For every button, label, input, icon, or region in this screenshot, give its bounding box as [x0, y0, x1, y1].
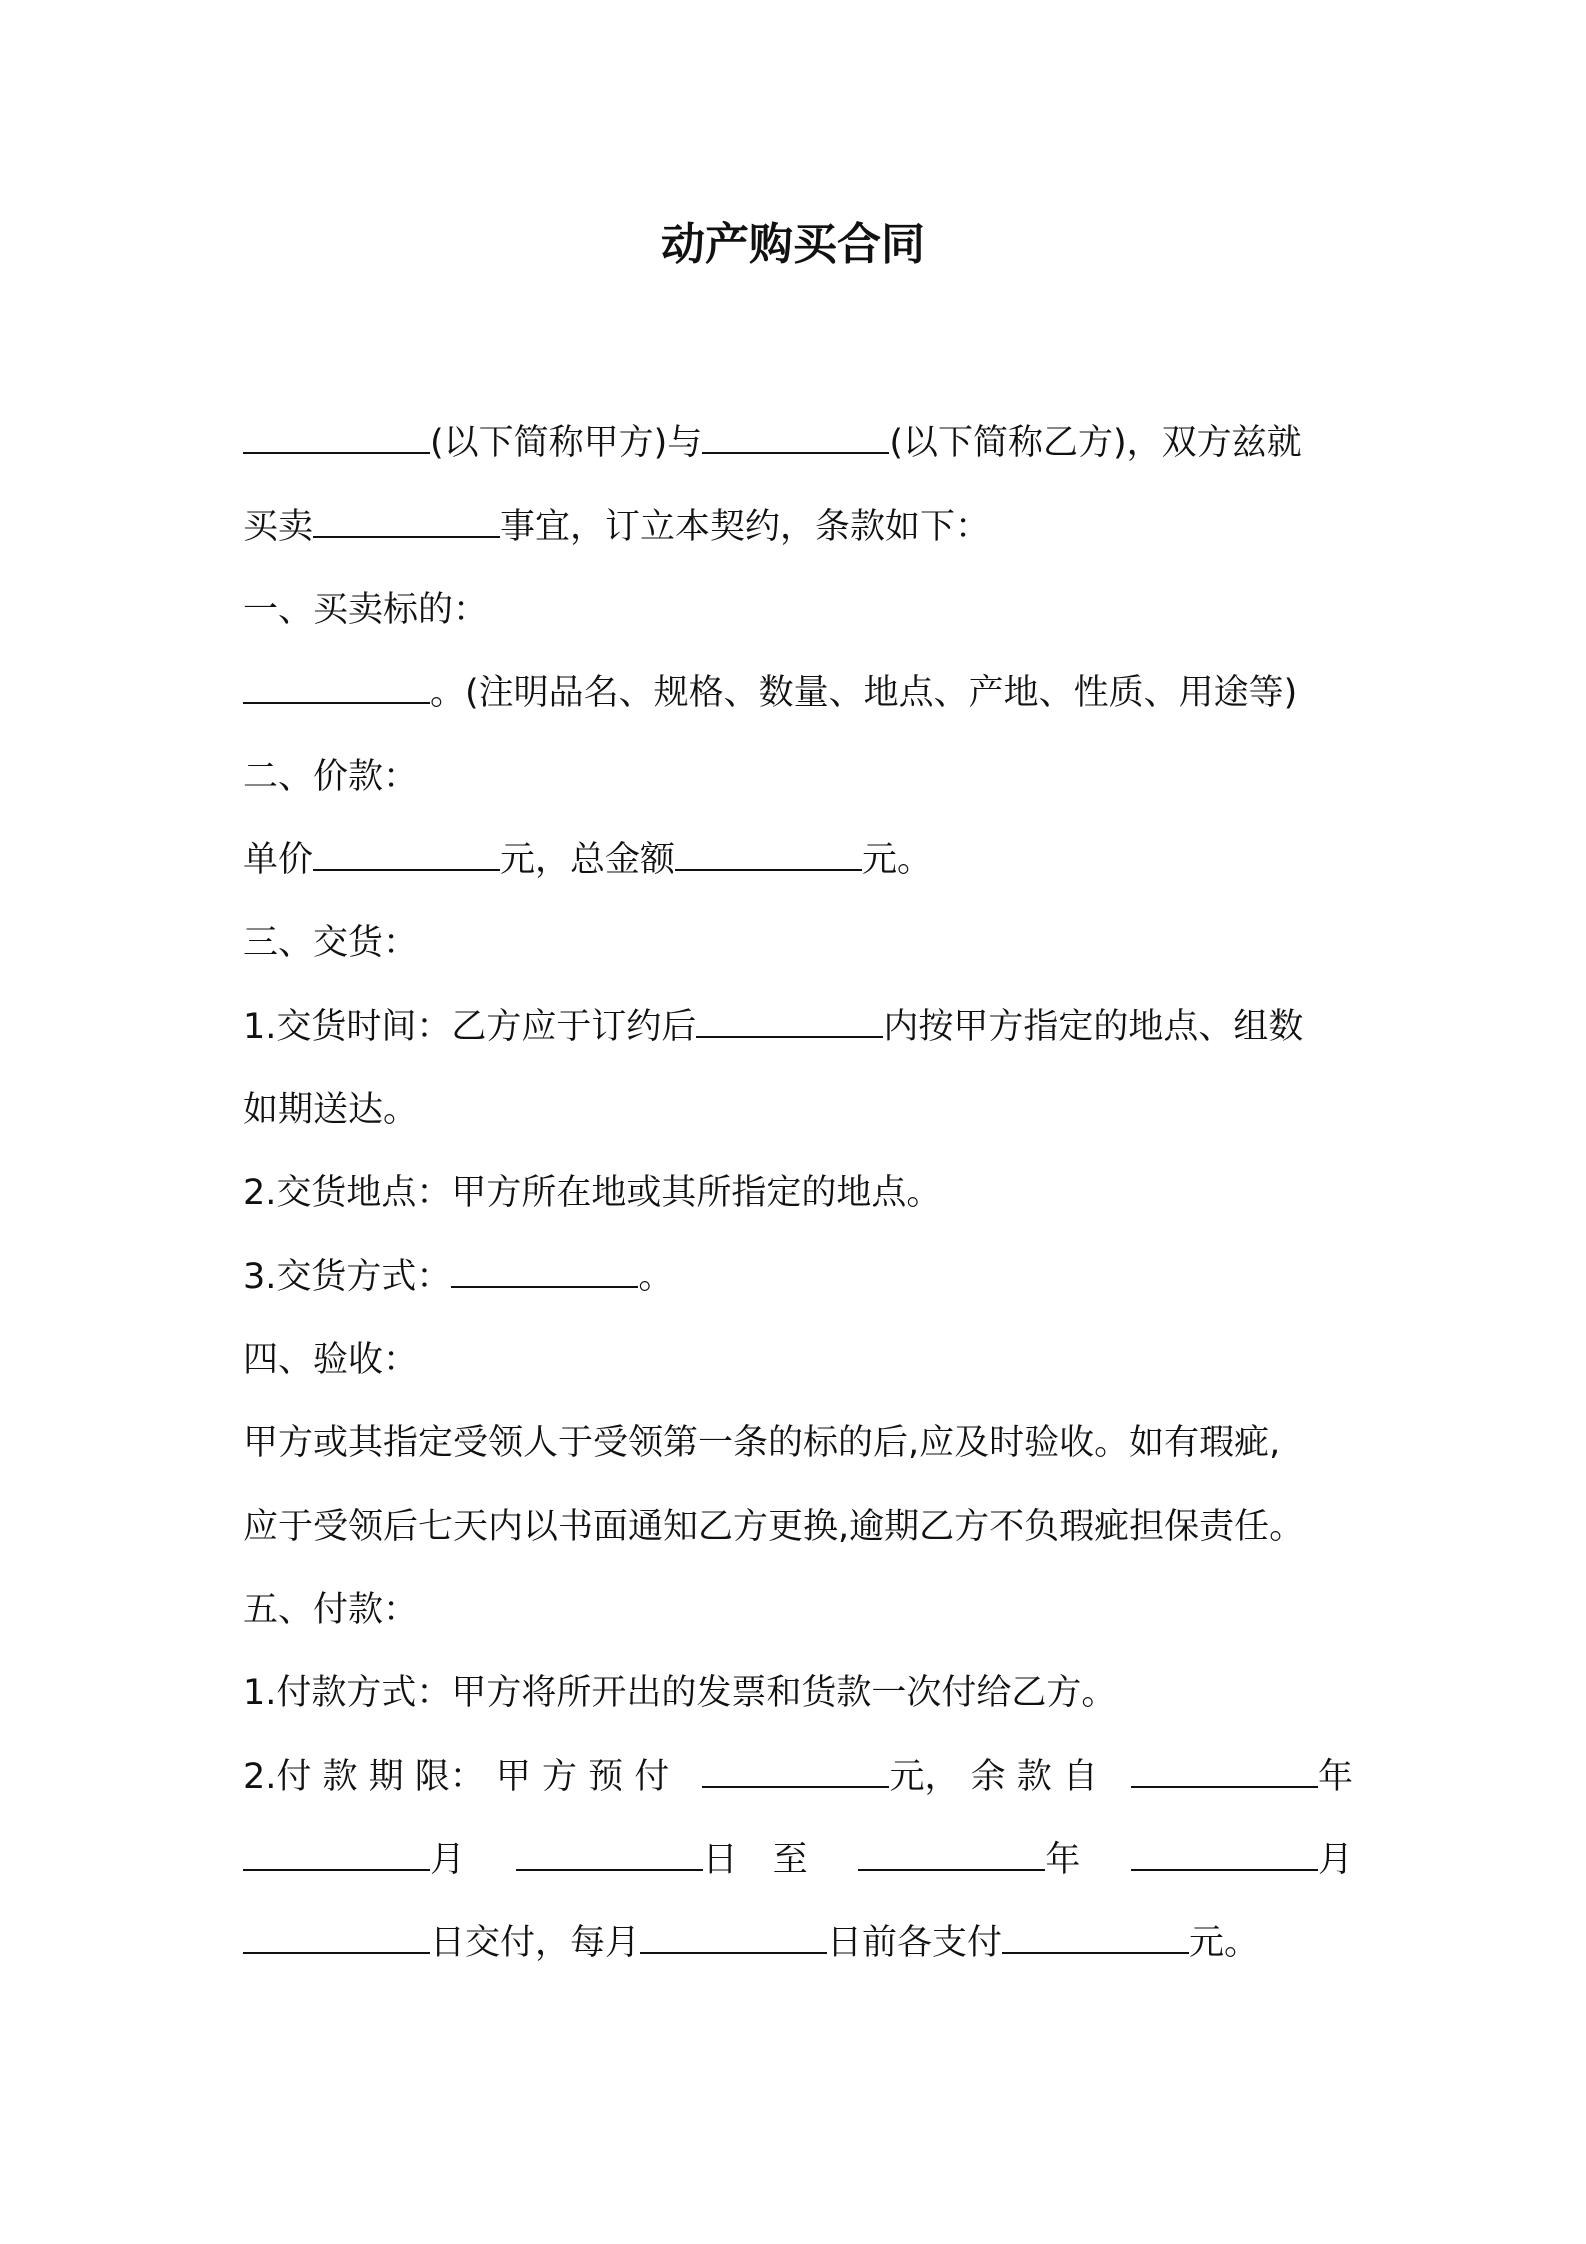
end-month-label: 月 [1317, 1840, 1353, 1880]
delivery-time-blank[interactable] [696, 1006, 883, 1038]
price-label: 单价 [243, 840, 314, 880]
end-year-label: 年 [1045, 1840, 1081, 1880]
payment-term-text: 2.付 款 期 限： 甲 方 预 付 [243, 1757, 670, 1797]
monthly-day-blank[interactable] [640, 1922, 827, 1954]
end-day-blank[interactable] [243, 1922, 430, 1954]
delivery-method-blank[interactable] [451, 1256, 638, 1288]
subject-blank[interactable] [313, 506, 500, 538]
delivery-time-text-2: 内按甲方指定的地点、组数 [883, 1007, 1304, 1047]
payment-term-line-2 [243, 1835, 1353, 1885]
delivery-time-text: 1.交货时间：乙方应于订约后 [243, 1007, 697, 1047]
prepay-blank[interactable] [702, 1756, 889, 1788]
start-day-blank[interactable] [516, 1839, 703, 1871]
payment-term-line-1 [243, 1752, 1353, 1802]
total-label: 元，总金额 [500, 840, 676, 880]
payment-method-line: 1.付款方式：甲方将所开出的发票和货款一次付给乙方。 [243, 1673, 1117, 1713]
end-year-blank[interactable] [858, 1839, 1045, 1871]
start-month-blank[interactable] [243, 1839, 430, 1871]
section-3-heading: 三、交货： [243, 923, 419, 963]
monthly-pay-text: 日前各支付 [827, 1923, 1003, 1963]
document-title: 动产购买合同 [661, 219, 925, 270]
monthly-text: 日交付，每月 [430, 1923, 641, 1963]
party-b-blank[interactable] [702, 422, 889, 454]
month-label: 月 [430, 1840, 466, 1880]
year-label: 年 [1317, 1757, 1353, 1797]
start-year-blank[interactable] [1131, 1756, 1318, 1788]
intro-line-2 [243, 502, 990, 552]
intro-text-4: 事宜，订立本契约，条款如下： [500, 507, 991, 547]
section-2-text [243, 835, 932, 885]
section-1-text [243, 668, 1297, 718]
delivery-method-text: 3.交货方式： [243, 1257, 452, 1297]
intro-text-1: (以下简称甲方)与 [430, 423, 703, 463]
intro-line-1 [243, 418, 1302, 468]
section-4-heading: 四、验收： [243, 1340, 419, 1380]
party-a-blank[interactable] [243, 422, 430, 454]
inspection-line-1: 甲方或其指定受领人于受领第一条的标的后,应及时验收。如有瑕疵, [243, 1423, 1281, 1463]
total-amount-blank[interactable] [675, 839, 862, 871]
end-month-blank[interactable] [1131, 1839, 1318, 1871]
unit-price-blank[interactable] [313, 839, 500, 871]
section-5-heading: 五、付款： [243, 1590, 419, 1630]
monthly-end: 元。 [1189, 1923, 1260, 1963]
inspection-line-2: 应于受领后七天内以书面通知乙方更换,逾期乙方不负瑕疵担保责任。 [243, 1507, 1305, 1547]
balance-text: 元， 余 款 自 [889, 1757, 1098, 1797]
goods-blank[interactable] [243, 672, 430, 704]
section-1-heading: 一、买卖标的： [243, 590, 489, 630]
price-end: 元。 [862, 840, 933, 880]
delivery-place-line: 2.交货地点：甲方所在地或其所指定的地点。 [243, 1173, 942, 1213]
delivery-method-end: 。 [638, 1257, 674, 1297]
day-to-label: 日 至 [702, 1840, 808, 1880]
goods-note: 。(注明品名、规格、数量、地点、产地、性质、用途等) [430, 673, 1298, 713]
intro-text-2: (以下简称乙方)，双方兹就 [889, 423, 1302, 463]
delivery-time-line [243, 1002, 1303, 1052]
payment-term-line-3 [243, 1918, 1259, 1968]
delivery-time-line-2: 如期送达。 [243, 1090, 419, 1130]
delivery-method-line [243, 1252, 673, 1302]
intro-text-3: 买卖 [243, 507, 314, 547]
section-2-heading: 二、价款： [243, 757, 419, 797]
monthly-amount-blank[interactable] [1002, 1922, 1189, 1954]
